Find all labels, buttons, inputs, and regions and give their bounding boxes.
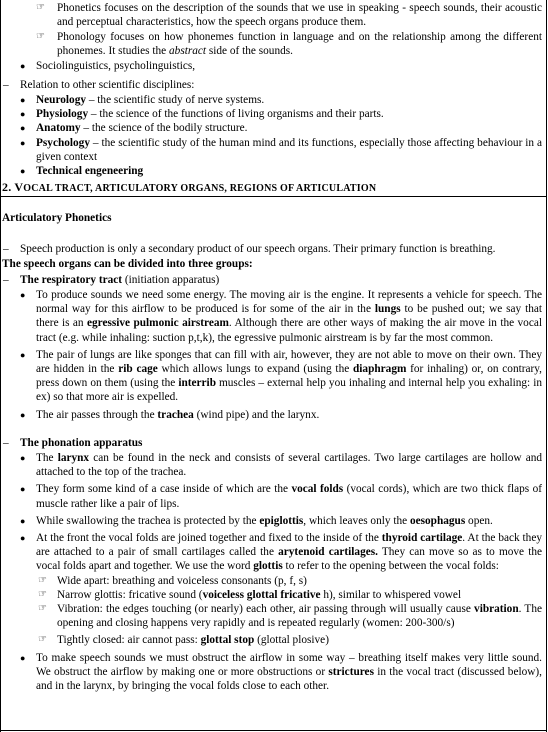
- pointing-hand-icon: ☞: [38, 588, 47, 600]
- intro-item: – Speech production is only a secondary product of our speech organs. Their primary function is breathing.: [3, 243, 496, 255]
- list-item: ● Anatomy – the science of the bodily structure.: [20, 122, 248, 135]
- dash-icon: –: [3, 274, 9, 286]
- list-item: ● Psychology – the scientific study of the human mind and its functions, especially those affecting behaviour in a given context: [20, 136, 542, 163]
- phonology-text: Phonology focuses on how phonemes function in language and on the relationship among the different phonemes. It studies the abstract side of the sounds.: [57, 31, 542, 58]
- glottis-item: ☞ Vibration: the edges touching (or nearly) each other, air passing through will usually cause vibration. The opening and closing happens very rapidly and is repeated regularly (women: 200-300/s): [38, 603, 542, 630]
- list-item: ● Neurology – the scientific study of nerve systems.: [20, 94, 265, 106]
- relation-item: [0, 78, 542, 92]
- socio-item: [0, 59, 542, 73]
- artic-title: Articulatory Phonetics: [2, 212, 112, 224]
- bullet-icon: ●: [20, 123, 26, 134]
- pointing-hand-icon: ☞: [38, 634, 47, 646]
- list-item: ● Physiology – the science of the functions of living organisms and their parts.: [20, 108, 384, 121]
- socio-text: Sociolinguistics, psycholinguistics,: [36, 60, 196, 72]
- pointing-hand-icon: ☞: [38, 603, 47, 615]
- bullet-icon: ●: [20, 533, 26, 544]
- bullet-icon: ●: [20, 137, 26, 148]
- list-item: ● They form some kind of a case inside of which are the vocal folds (vocal cords), which are two thick flaps of muscle rather like a pair of lips.: [20, 483, 542, 510]
- list-item: ● To produce sounds we need some energy. The moving air is the engine. It represents a vehicle for speech. The normal way for this airflow to be produced is for some of the air in the lungs to be pushed out; we say that there is an egressive pulmonic airstream. Although there are other ways of making the air move in the vocal tract (e.g. while inhaling: suction p,t,k), the egressive pulmonic airstream is by far the most common.: [20, 289, 543, 344]
- bullet-icon: ●: [20, 61, 26, 71]
- glottis-item: ☞ Wide apart: breathing and voiceless consonants (p, f, s): [38, 574, 307, 587]
- list-item: ● To make speech sounds we must obstruct the airflow in some way – breathing itself makes very little sound. We obstruct the airflow by making one or more obstructions or strictures in the vocal tract (discussed below), and in the larynx, by bringing the vocal folds close to each other.: [20, 651, 542, 693]
- pointing-hand-icon: ☞: [38, 574, 47, 586]
- phonation-list: [0, 451, 542, 693]
- list-item: ● At the front the vocal folds are joined together and fixed to the inside of the thyroid cartilage. At the back they are attached to a pair of small cartilages called the arytenoid cartilages. They can move so as to move the vocal folds apart and together. We use the word glottis to refer to the opening between the vocal folds:: [20, 532, 542, 573]
- bullet-icon: ●: [20, 166, 26, 177]
- list-item: ● Technical engeneering: [20, 165, 144, 178]
- list-item: ● While swallowing the trachea is protected by the epiglottis, which leaves only the oesophagus open.: [20, 514, 493, 527]
- list-item: ● The air passes through the trachea (wind pipe) and the larynx.: [20, 408, 320, 421]
- bullet-icon: ●: [20, 409, 26, 420]
- pointing-hand-icon: ☞: [36, 2, 45, 13]
- dash-icon: –: [3, 243, 9, 255]
- resp-heading: – The respiratory tract (initiation apparatus): [3, 274, 220, 286]
- dash-icon: –: [3, 79, 9, 91]
- table-bottom-border: [0, 730, 546, 731]
- groups-heading: The speech organs can be divided into three groups:: [2, 258, 253, 270]
- bullet-icon: ●: [20, 349, 26, 360]
- phonetics-text: Phonetics focuses on the description of the sounds that we use in speaking - speech sounds, their acoustic and perceptual characteristics, how the speech organs produce them.: [57, 2, 542, 29]
- list-item: ● The larynx can be found in the neck and consists of several cartilages. Two large cartilages are hollow and attached to the top of the trachea.: [20, 452, 543, 479]
- glottis-item: ☞ Tightly closed: air cannot pass: glottal stop (glottal plosive): [38, 634, 329, 647]
- bullet-icon: ●: [20, 484, 26, 495]
- bullet-icon: ●: [20, 290, 26, 300]
- bullet-icon: ●: [20, 652, 26, 663]
- section-2-heading: 2. VOCAL TRACT, ARTICULATORY ORGANS, REGIONS OF ARTICULATION: [2, 180, 377, 194]
- bullet-icon: ●: [20, 515, 26, 526]
- list-item: ● The pair of lungs are like sponges that can fill with air, however, they are not able to move on their own. They are hidden in the rib cage which allows lungs to expand (using the diaphragm for inhaling) or, on contrary, press down on them (using the interrib muscles – external help you inhaling and internal help you exhaling: in ex) so that more air is expelled.: [20, 348, 543, 404]
- phonation-heading: – The phonation apparatus: [3, 437, 143, 449]
- phonetics-item: [0, 1, 542, 29]
- relation-text: Relation to other scientific disciplines:: [20, 79, 195, 91]
- glottis-item: ☞ Narrow glottis: fricative sound (voiceless glottal fricative h), similar to whispered vowel: [38, 588, 462, 601]
- resp-list: [0, 288, 542, 422]
- discipline-list: [0, 93, 542, 178]
- pointing-hand-icon: ☞: [36, 31, 45, 42]
- dash-icon: –: [3, 437, 9, 449]
- bullet-icon: ●: [20, 453, 26, 463]
- phonology-item: [0, 30, 542, 58]
- bullet-icon: ●: [20, 109, 26, 120]
- section-divider: [0, 196, 546, 197]
- bullet-icon: ●: [20, 95, 26, 105]
- table-right-border: [546, 0, 547, 732]
